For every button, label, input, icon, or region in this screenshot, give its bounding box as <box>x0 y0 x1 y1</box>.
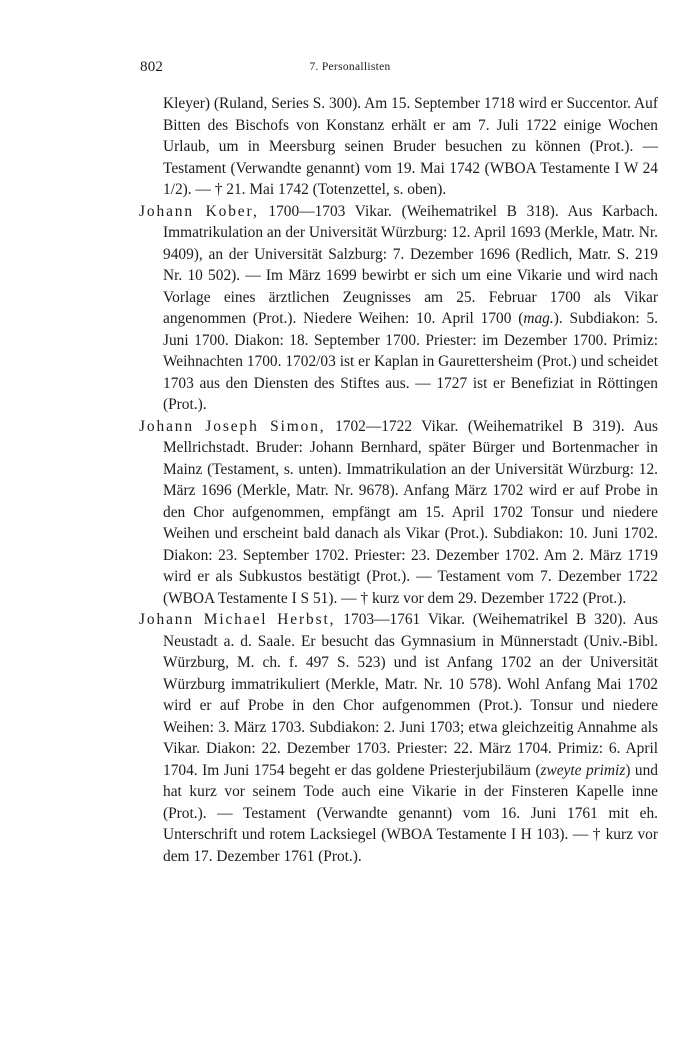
running-head: 7. Personallisten <box>309 61 391 73</box>
entry-johann-joseph-simon <box>139 416 658 610</box>
entry-continuation <box>139 93 658 201</box>
page-number: 802 <box>140 59 164 75</box>
entry-text: ). Subdiakon: 5. Juni 1700. Diakon: 18. September 1700. Priester: im Dezember 1700. Primiz: Weihnachten 1700. 1702/03 ist er Kaplan in Gaurettersheim (Prot.) und scheidet 1703 aus den Diensten des Stiftes aus. — 1727 ist er Benefiziat in Röttingen (Prot.). <box>163 310 659 413</box>
entry-name: Johann Joseph Simon, <box>139 417 326 435</box>
entry-text: ) und hat kurz vor seinem Tode auch eine Vikarie in der Finsteren Kapelle inne (Prot.). — Testament (Verwandte genannt) vom 16. Juni 1761 mit eh. Unterschrift und rotem Lacksiegel (WBOA Testamente I H 103). — † kurz vor dem 17. Dezember 1761 (Prot.). <box>163 761 658 865</box>
entry-list <box>139 93 658 867</box>
entry-name: Johann Michael Herbst, <box>139 611 336 628</box>
entry-johann-kober <box>139 201 658 416</box>
entry-johann-michael-herbst <box>139 609 658 867</box>
entry-text: 1702—1722 Vikar. (Weihematrikel B 319). Aus Mellrichstadt. Bruder: Johann Bernhard, später Bürger und Bortenmacher in Mainz (Testament, s. unten). Immatrikulation an der Universität Würzburg: 12. März 1696 (Merkle, Matr. Nr. 9678). Anfang März 1702 wird er auf Probe in den Chor aufgenommen, empfängt am 15. April 1702 Tonsur und niedere Weihen und erscheint bald danach als Vikar (Prot.). Subdiakon: 10. Juni 1702. Diakon: 23. September 1702. Priester: 23. Dezember 1702. Am 2. März 1719 wird er als Subkustos bestätigt (Prot.). — Testament vom 7. Dezember 1722 (WBOA Testamente I S 51). — † kurz vor dem 29. Dezember 1722 (Prot.). <box>163 417 658 607</box>
entry-text-italic: zweyte primiz <box>540 761 626 779</box>
entry-text: 1700—1703 Vikar. (Weihematrikel B 318). Aus Karbach. Immatrikulation an der Universität Würzburg: 12. April 1693 (Merkle, Matr. Nr. 9409), an der Universität Salzburg: 7. Dezember 1696 (Redlich, Matr. S. 219 Nr. 10 502). — Im März 1699 bewirbt er sich um eine Vikarie und wird nach Vorlage eines ärztlichen Zeugnisses am 25. Februar 1700 als Vikar angenommen (Prot.). Niedere Weihen: 10. April 1700 ( <box>163 202 658 327</box>
entry-name: Johann Kober, <box>139 202 259 220</box>
entry-text: 1703—1761 Vikar. (Weihematrikel B 320). Aus Neustadt a. d. Saale. Er besucht das Gymnasium in Münnerstadt (Univ.-Bibl. Würzburg, M. ch. f. 497 S. 523) und ist Anfang 1702 an der Universität Würzburg immatrikuliert (Merkle, Matr. Nr. 10 578). Wohl Anfang Mai 1702 wird er auf Probe in den Chor aufgenommen (Prot.). Tonsur und niedere Weihen: 3. März 1703. Subdiakon: 2. Juni 1703; etwa gleichzeitig Annahme als Vikar. Diakon: 22. Dezember 1703. Priester: 22. März 1704. Primiz: 6. April 1704. Im Juni 1754 begeht er das goldene Priesterjubiläum ( <box>163 611 659 779</box>
entry-text: Kleyer) (Ruland, Series S. 300). Am 15. September 1718 wird er Succentor. Auf Bitten des Bischofs von Konstanz erhält er am 7. Juli 1722 einige Wochen Urlaub, um in Meersburg seinen Bruder besuchen zu können (Prot.). — Testament (Verwandte genannt) vom 19. Mai 1742 (WBOA Testamente I W 24 1/2). — † 21. Mai 1742 (Totenzettel, s. oben). <box>163 95 658 198</box>
entry-text-italic: mag. <box>523 310 554 327</box>
